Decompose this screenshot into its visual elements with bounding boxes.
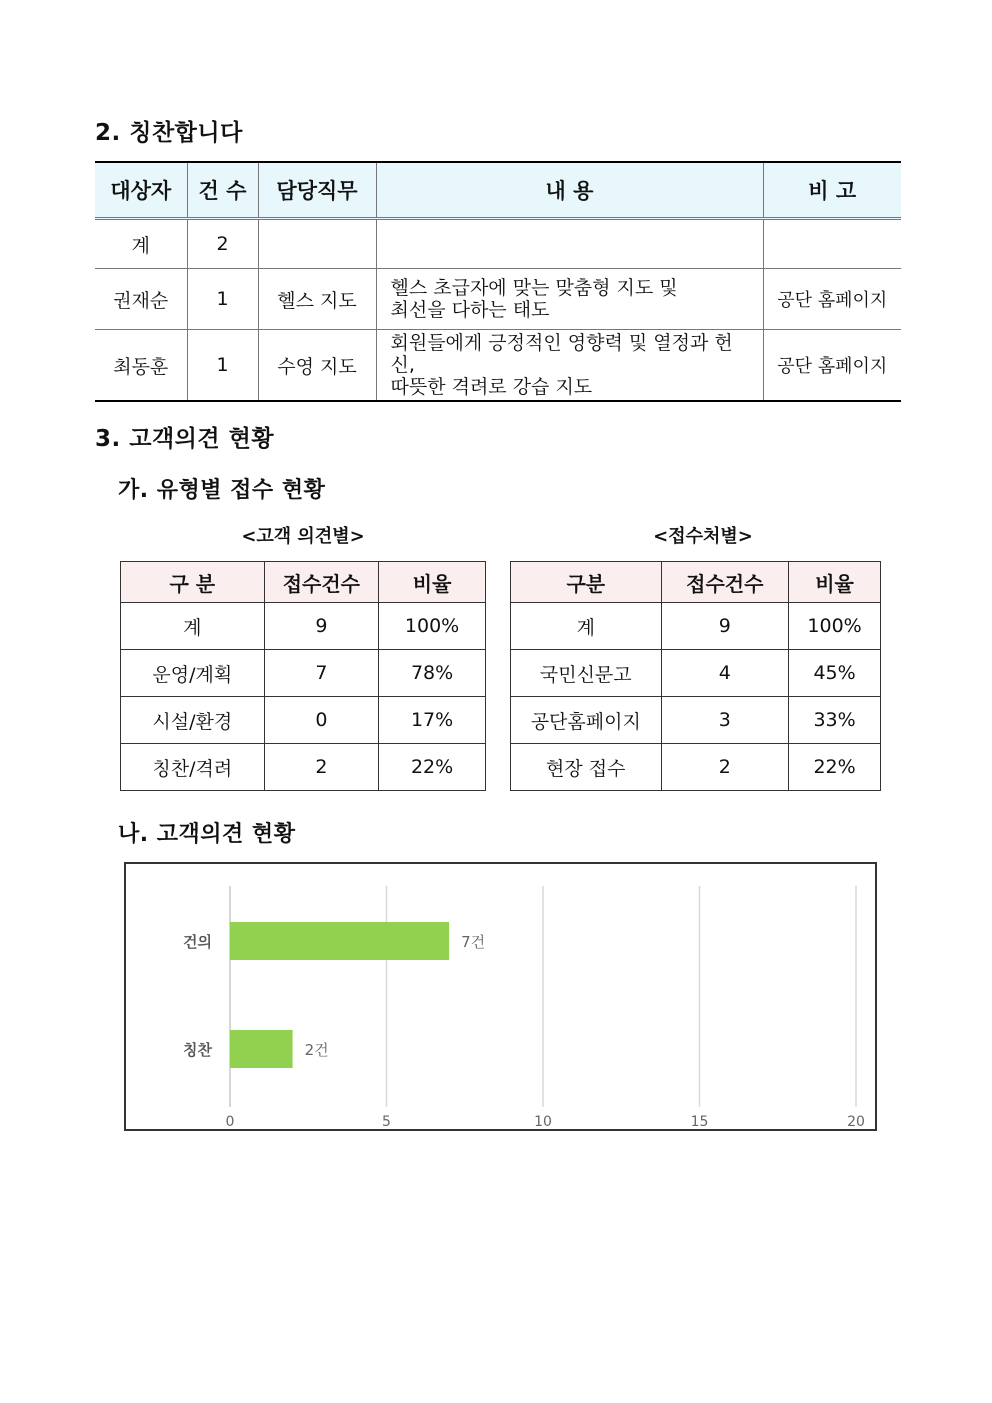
cell-ratio: 17%	[379, 697, 486, 744]
data-label: 2건	[304, 1041, 329, 1059]
cell-category: 계	[511, 603, 662, 650]
chart-svg	[126, 864, 875, 1129]
header-category: 구분	[511, 562, 662, 603]
cell-note: 공단 홈페이지	[763, 330, 901, 402]
cell-count: 9	[661, 603, 789, 650]
header-ratio: 비율	[379, 562, 486, 603]
content-line-2: 따뜻한 격려로 강습 지도	[390, 376, 593, 398]
x-tick-label: 20	[847, 1114, 865, 1129]
subsection-a-title: 가. 유형별 접수 현황	[118, 478, 326, 503]
cell-category: 공단홈페이지	[511, 697, 662, 744]
cell-ratio: 22%	[789, 744, 881, 791]
section-3-title: 3. 고객의견 현황	[95, 426, 275, 452]
content-line-2: 최선을 다하는 태도	[390, 299, 550, 321]
cell-count: 3	[661, 697, 789, 744]
cell-count: 2	[661, 744, 789, 791]
table-row	[121, 744, 486, 791]
section-2-title: 2. 칭찬합니다	[95, 120, 243, 146]
caption-by-opinion: <고객 의견별>	[241, 526, 365, 547]
cell-duty: 수영 지도	[258, 330, 376, 402]
header-count: 건 수	[187, 162, 258, 219]
table-row	[121, 697, 486, 744]
table-header-row	[121, 562, 486, 603]
table-row	[121, 603, 486, 650]
cell-count: 9	[264, 603, 379, 650]
header-count: 접수건수	[661, 562, 789, 603]
cell-category: 운영/계획	[121, 650, 265, 697]
cell-count: 7	[264, 650, 379, 697]
header-count: 접수건수	[264, 562, 379, 603]
x-tick-label: 10	[534, 1114, 552, 1129]
table-row	[95, 219, 901, 269]
cell-category: 칭찬/격려	[121, 744, 265, 791]
table-row	[95, 269, 901, 330]
cell-count: 2	[264, 744, 379, 791]
cell-count: 2	[187, 219, 258, 269]
cell-category: 국민신문고	[511, 650, 662, 697]
cell-category: 현장 접수	[511, 744, 662, 791]
x-tick-label: 5	[382, 1114, 391, 1129]
cell-content	[376, 330, 763, 402]
praise-table	[95, 161, 901, 402]
cell-count: 1	[187, 269, 258, 330]
header-target: 대상자	[95, 162, 187, 219]
cell-content	[376, 219, 763, 269]
cell-category: 시설/환경	[121, 697, 265, 744]
cell-content	[376, 269, 763, 330]
cell-ratio: 33%	[789, 697, 881, 744]
table-row	[511, 697, 881, 744]
cell-count: 4	[661, 650, 789, 697]
bar	[230, 922, 449, 960]
cell-ratio: 100%	[789, 603, 881, 650]
cell-ratio: 100%	[379, 603, 486, 650]
cell-ratio: 22%	[379, 744, 486, 791]
content-line-1: 회원들에게 긍정적인 영향력 및 열정과 헌신,	[390, 332, 733, 376]
opinion-bar-chart	[124, 862, 877, 1131]
cell-duty	[258, 219, 376, 269]
category-label: 칭찬	[183, 1041, 212, 1059]
cell-duty: 헬스 지도	[258, 269, 376, 330]
table-row	[121, 650, 486, 697]
table-by-channel	[510, 561, 881, 791]
bar	[230, 1030, 293, 1068]
cell-ratio: 78%	[379, 650, 486, 697]
table-header-row	[511, 562, 881, 603]
cell-name: 최동훈	[95, 330, 187, 402]
header-category: 구 분	[121, 562, 265, 603]
cell-category: 계	[121, 603, 265, 650]
cell-count: 0	[264, 697, 379, 744]
category-label: 건의	[183, 933, 212, 951]
table-row	[511, 603, 881, 650]
cell-count: 1	[187, 330, 258, 402]
cell-note: 공단 홈페이지	[763, 269, 901, 330]
x-tick-label: 15	[690, 1114, 709, 1129]
cell-name: 권재순	[95, 269, 187, 330]
x-tick-label: 0	[225, 1114, 235, 1129]
cell-ratio: 45%	[789, 650, 881, 697]
caption-by-channel: <접수처별>	[653, 526, 753, 547]
cell-note	[763, 219, 901, 269]
header-note: 비 고	[763, 162, 901, 219]
header-content: 내 용	[376, 162, 763, 219]
table-row	[511, 744, 881, 791]
table-by-opinion	[120, 561, 486, 791]
cell-name: 계	[95, 219, 187, 269]
header-duty: 담당직무	[258, 162, 376, 219]
header-ratio: 비율	[789, 562, 881, 603]
data-label: 7건	[461, 933, 486, 951]
table-row	[95, 330, 901, 402]
content-line-1: 헬스 초급자에 맞는 맞춤형 지도 및	[390, 277, 678, 299]
subsection-b-title: 나. 고객의견 현황	[118, 822, 296, 847]
praise-table-header	[95, 162, 901, 219]
table-row	[511, 650, 881, 697]
